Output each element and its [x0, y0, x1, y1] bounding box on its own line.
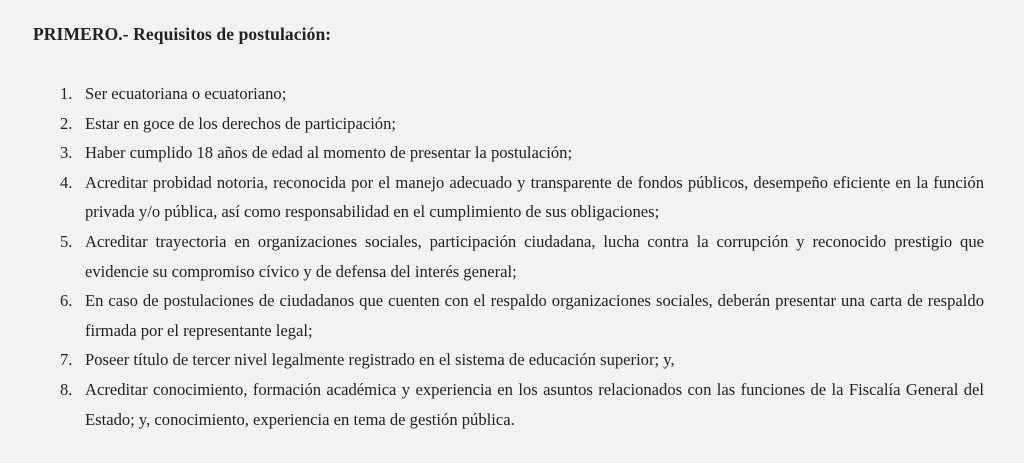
list-item-number: 8.	[60, 379, 73, 399]
list-item	[60, 109, 984, 139]
section-heading: PRIMERO.- Requisitos de postulación:	[33, 24, 332, 44]
list-item-text: Haber cumplido 18 años de edad al momento de presentar la postulación;	[85, 143, 573, 163]
list-item	[60, 79, 984, 109]
list-item-number: 5.	[60, 231, 73, 251]
list-item-number: 3.	[60, 143, 73, 163]
list-item-text: Poseer título de tercer nivel legalmente registrado en el sistema de educación superior; y,	[85, 350, 675, 370]
list-item	[60, 286, 984, 345]
list-item	[60, 138, 984, 168]
requirements-list	[33, 79, 984, 434]
list-item-text: Ser ecuatoriana o ecuatoriano;	[85, 84, 287, 103]
list-item-number: 1.	[60, 84, 73, 103]
list-item-number: 2.	[60, 113, 73, 133]
list-item-text: Estar en goce de los derechos de participación;	[85, 113, 397, 133]
list-item-number: 7.	[60, 350, 73, 370]
list-item-number: 4.	[60, 172, 73, 192]
list-item-text: Acreditar conocimiento, formación académica y experiencia en los asuntos relacionados con las funciones de la Fiscalía General del Estado; y, conocimiento, experiencia en tema de gestión pública.	[85, 379, 984, 429]
list-item-text: Acreditar trayectoria en organizaciones sociales, participación ciudadana, lucha contra la corrupción y reconocido prestigio que evidencie su compromiso cívico y de defensa del interés general;	[85, 231, 984, 281]
list-item	[60, 168, 984, 227]
list-item	[60, 375, 984, 434]
list-item	[60, 227, 984, 286]
list-item-text: Acreditar probidad notoria, reconocida por el manejo adecuado y transparente de fondos públicos, desempeño eficiente en la función privada y/o pública, así como responsabilidad en el cumplimiento de sus obligaciones;	[85, 172, 984, 222]
list-item	[60, 345, 984, 375]
list-item-text: En caso de postulaciones de ciudadanos que cuenten con el respaldo organizaciones sociales, deberán presentar una carta de respaldo firmada por el representante legal;	[85, 291, 984, 340]
list-item-number: 6.	[60, 291, 73, 311]
